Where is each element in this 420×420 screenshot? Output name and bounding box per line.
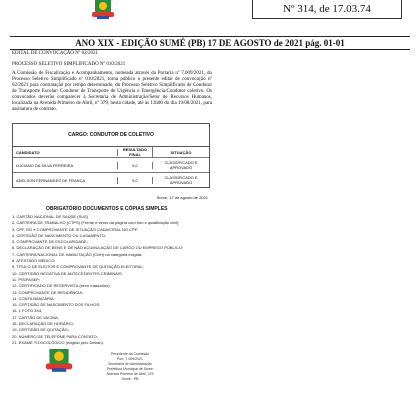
candidate-status: CLASSIFICADO E APROVADO	[164, 160, 198, 170]
header-divider	[10, 36, 410, 37]
signature-line: Secretaria de Administração	[108, 362, 152, 366]
list-item: 2. CARTEIRA DE TRABALHO (CTPS) (Frente e verso da página com foto e qualificação civil);	[12, 220, 180, 226]
list-item: 14. CONTA BANCÁRIA;	[12, 295, 55, 301]
table-title: CARGO: CONDUTOR DE COLETIVO	[13, 124, 209, 147]
process-title: PROCESSO SELETIVO SIMPLIFICADO Nº 010/2021	[12, 62, 126, 67]
list-item: 9. TÍTULO DE ELEITOR E COMPROVANTE DE QUITAÇÃO ELEITORAL;	[12, 264, 144, 270]
candidate-status: CLASSIFICADO E APROVADO	[164, 175, 198, 185]
list-item: 13. COMPROVANTE DE RESIDÊNCIA;	[12, 289, 84, 295]
list-item: 11. PIS/PASEP;	[12, 276, 41, 282]
list-item: 1. CARTÃO NACIONAL DE SAÚDE (SUS)	[12, 214, 89, 219]
list-item: 10. CERTIDÃO NEGATIVA DE ANTECEDENTES CRIMINAIS;	[12, 270, 123, 276]
place-date: Sumé, 17 de agosto de 2021	[156, 195, 208, 200]
issue-number-box	[252, 0, 402, 19]
candidates-table	[12, 123, 210, 188]
signature-line: Sumé - PB	[121, 377, 139, 381]
column-header: SITUAÇÃO	[170, 149, 192, 155]
table-row	[13, 173, 209, 187]
list-item: 15. CERTIDÃO DE NASCIMENTO DOS FILHOS;	[12, 302, 101, 308]
column-header: CANDIDATO	[13, 149, 118, 156]
list-item: 17. CARTÃO DE VACINA;	[12, 314, 59, 320]
signature-line: Prefeitura Municipal de Sumé	[107, 367, 153, 371]
list-item: 7. CARTEIRA NACIONAL DE HABILITAÇÃO (CNH) na categoria exigida;	[12, 251, 143, 257]
signature-line: Port. 7.009/2021	[117, 357, 143, 361]
documents-title: OBRIGATÓRIO DOCUMENTOS E CÓPIAS SIMPLES	[46, 206, 168, 212]
notice-body: A Comissão de Fiscalização e Acompanhamento, nomeada através da Portaria nº 7.009/2021, do Processo Seletivo Simplificado nº 010/2021, torna público o presente edital de convocação nº 02/2021 para contratação por tempo determinado, do Processo Seletivo Simplificado de Condutor de Transporte Escolar/ Condutor de Transporte de Urgência e Emergência/Condutor coletivo. Os convocados deverão comparecer à Secretaria de Administração/Setor de Recursos Humanos, localizada na Avenida Primeiro de Abril, nº 379, nesta cidade, até às 13h00 do dia 19/08/2021, para assinatura de contrato.	[12, 71, 212, 112]
list-item: 21. EXAME TOXICOLÓGICO (exigido pelo Detran).	[12, 339, 104, 345]
list-item: 6. DECLARAÇÃO DE BENS E DE NÃO ACUMULAÇÃO DE CARGO OU EMPREGO PÚBLICO;	[12, 245, 183, 251]
candidate-name: LUCIANO DA SILVA FERREIRA	[13, 162, 118, 169]
list-item: 4. CERTIDÃO DE NASCIMENTO OU CASAMENTO;	[12, 232, 107, 238]
issue-number: Nº 314, de 17.03.74	[283, 3, 371, 15]
list-item: 16. 1 FOTO 3X4;	[12, 308, 43, 314]
list-item: 19. CERTIDÃO DE QUITAÇÃO;	[12, 327, 69, 333]
list-item: 3. CPF, RG e COMPROVANTE DE SITUAÇÃO CADASTRAL NO CPF;	[12, 226, 139, 232]
list-item: 18. DECLARAÇÃO DE HORÁRIO;	[12, 321, 74, 327]
column-header: RESULTADO FINAL	[118, 146, 153, 158]
table-row	[13, 158, 209, 173]
municipal-crest-icon	[88, 0, 118, 20]
notice-title: EDITAL DE CONVOCAÇÃO Nº 02/2021	[12, 51, 98, 56]
table-header-row	[13, 147, 209, 158]
documents-list	[12, 214, 212, 346]
signature-block	[95, 352, 165, 382]
candidate-result: 5,0	[118, 162, 153, 169]
list-item: 20. NÚMERO DE TELEFONE PARA CONTATO;	[12, 333, 98, 339]
candidate-name: ADELSON FERNANDES DE FRANÇA	[13, 177, 118, 184]
signature-line: Presidente da Comissão	[110, 352, 150, 356]
signature-line: Avenida Primeiro de Abril, 379	[106, 372, 154, 376]
list-item: 5. COMPROVANTE DE ESCOLARIDADE;	[12, 239, 88, 245]
candidate-result: 5,0	[118, 177, 153, 184]
list-item: 12. CERTIFICADO DE RESERVISTA (sexo masculino);	[12, 283, 111, 289]
list-item: 8. ATESTADO MÉDICO;	[12, 258, 56, 264]
edition-line: ANO XIX - EDIÇÃO SUMÉ (PB) 17 DE AGOSTO de 2021 pág. 01-01	[75, 38, 345, 48]
footer-crest-icon	[41, 349, 77, 373]
header-divider-bottom	[10, 49, 410, 50]
